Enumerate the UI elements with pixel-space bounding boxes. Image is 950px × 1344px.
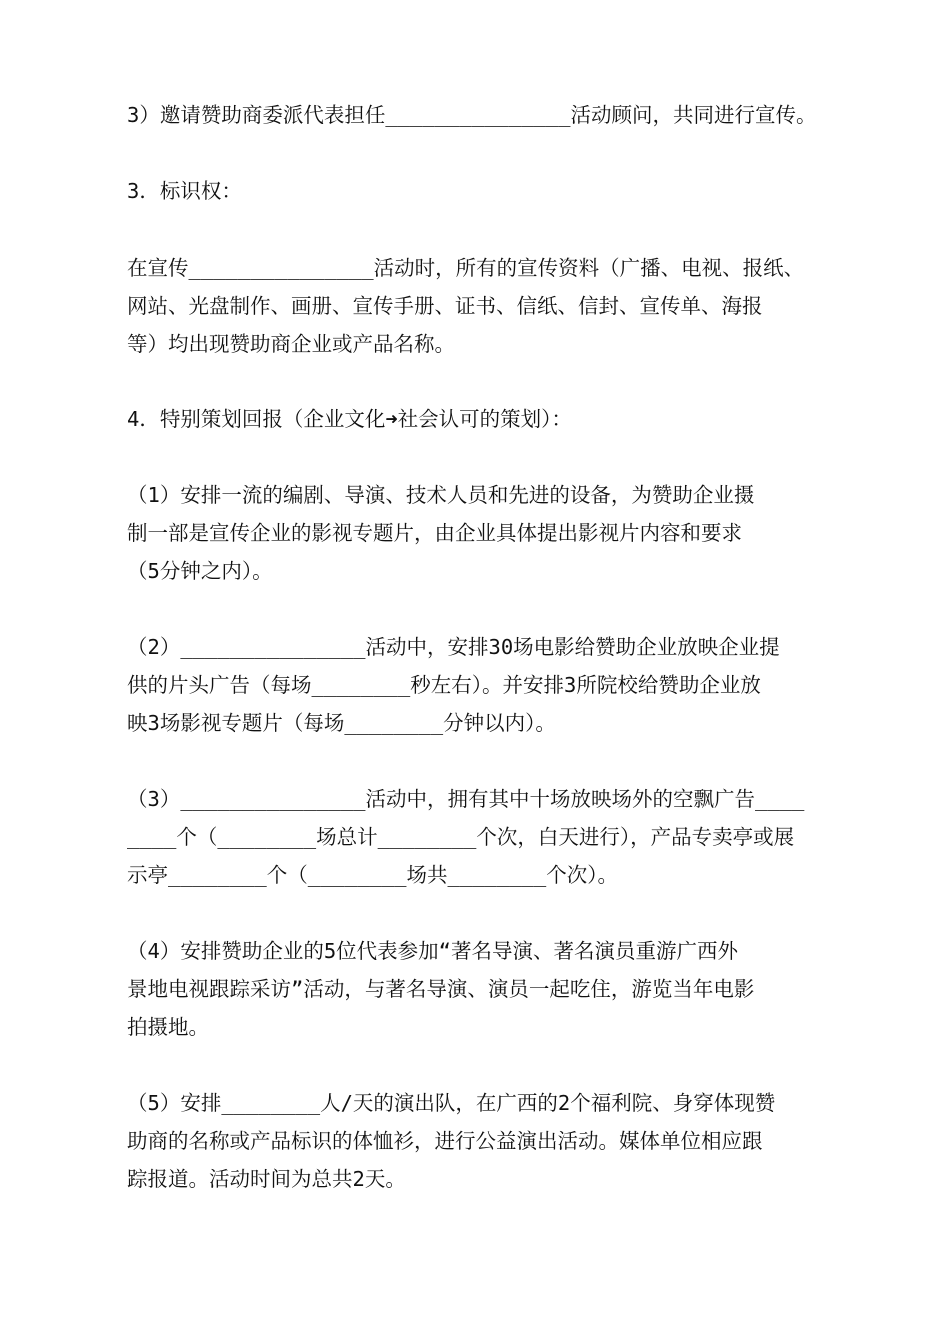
text-line: 示亭________个（________场共________个次）。	[127, 863, 618, 887]
text-line: 3）邀请赞助商委派代表担任_______________活动顾问，共同进行宣传。	[127, 103, 817, 127]
heading-line: 3．标识权：	[127, 179, 242, 203]
text-line: 拍摄地。	[127, 1015, 209, 1039]
text-line: ____个（________场总计________个次，白天进行），产品专卖亭或展	[127, 825, 795, 849]
text-line: 映3场影视专题片（每场________分钟以内）。	[127, 711, 556, 735]
text-line: 等）均出现赞助商企业或产品名称。	[127, 332, 455, 356]
paragraph-item-5	[127, 1084, 827, 1198]
text-line: 制一部是宣传企业的影视专题片，由企业具体提出影视片内容和要求	[127, 521, 742, 545]
text-line: 网站、光盘制作、画册、宣传手册、证书、信纸、信封、宣传单、海报	[127, 294, 763, 318]
paragraph-item-3	[127, 780, 827, 894]
text-line: （2）_______________活动中，安排30场电影给赞助企业放映企业提	[127, 635, 780, 659]
text-line: （3）_______________活动中，拥有其中十场放映场外的空飘广告____	[127, 787, 805, 811]
text-line: 助商的名称或产品标识的体恤衫，进行公益演出活动。媒体单位相应跟	[127, 1129, 763, 1153]
text-line: （5）安排________人/天的演出队，在广西的2个福利院、身穿体现赞	[127, 1091, 776, 1115]
paragraph-item-4	[127, 932, 827, 1046]
text-line: 踪报道。活动时间为总共2天。	[127, 1167, 406, 1191]
paragraph-invite-consultant	[127, 96, 827, 134]
text-line: 景地电视跟踪采访”活动，与著名导演、演员一起吃住，游览当年电影	[127, 977, 755, 1001]
text-line: （4）安排赞助企业的5位代表参加“著名导演、著名演员重游广西外	[127, 939, 739, 963]
text-line: 在宣传_______________活动时，所有的宣传资料（广播、电视、报纸、	[127, 256, 805, 280]
text-line: （5分钟之内）。	[127, 559, 273, 583]
section-3-heading	[127, 172, 827, 210]
paragraph-item-2	[127, 628, 827, 742]
paragraph-item-1	[127, 476, 827, 590]
text-line: 供的片头广告（每场________秒左右）。并安排3所院校给赞助企业放	[127, 673, 761, 697]
paragraph-section-3-body	[127, 249, 827, 363]
heading-line: 4．特别策划回报（企业文化➜社会认可的策划）：	[127, 407, 572, 431]
text-line: （1）安排一流的编剧、导演、技术人员和先进的设备，为赞助企业摄	[127, 483, 755, 507]
section-4-heading	[127, 400, 827, 438]
